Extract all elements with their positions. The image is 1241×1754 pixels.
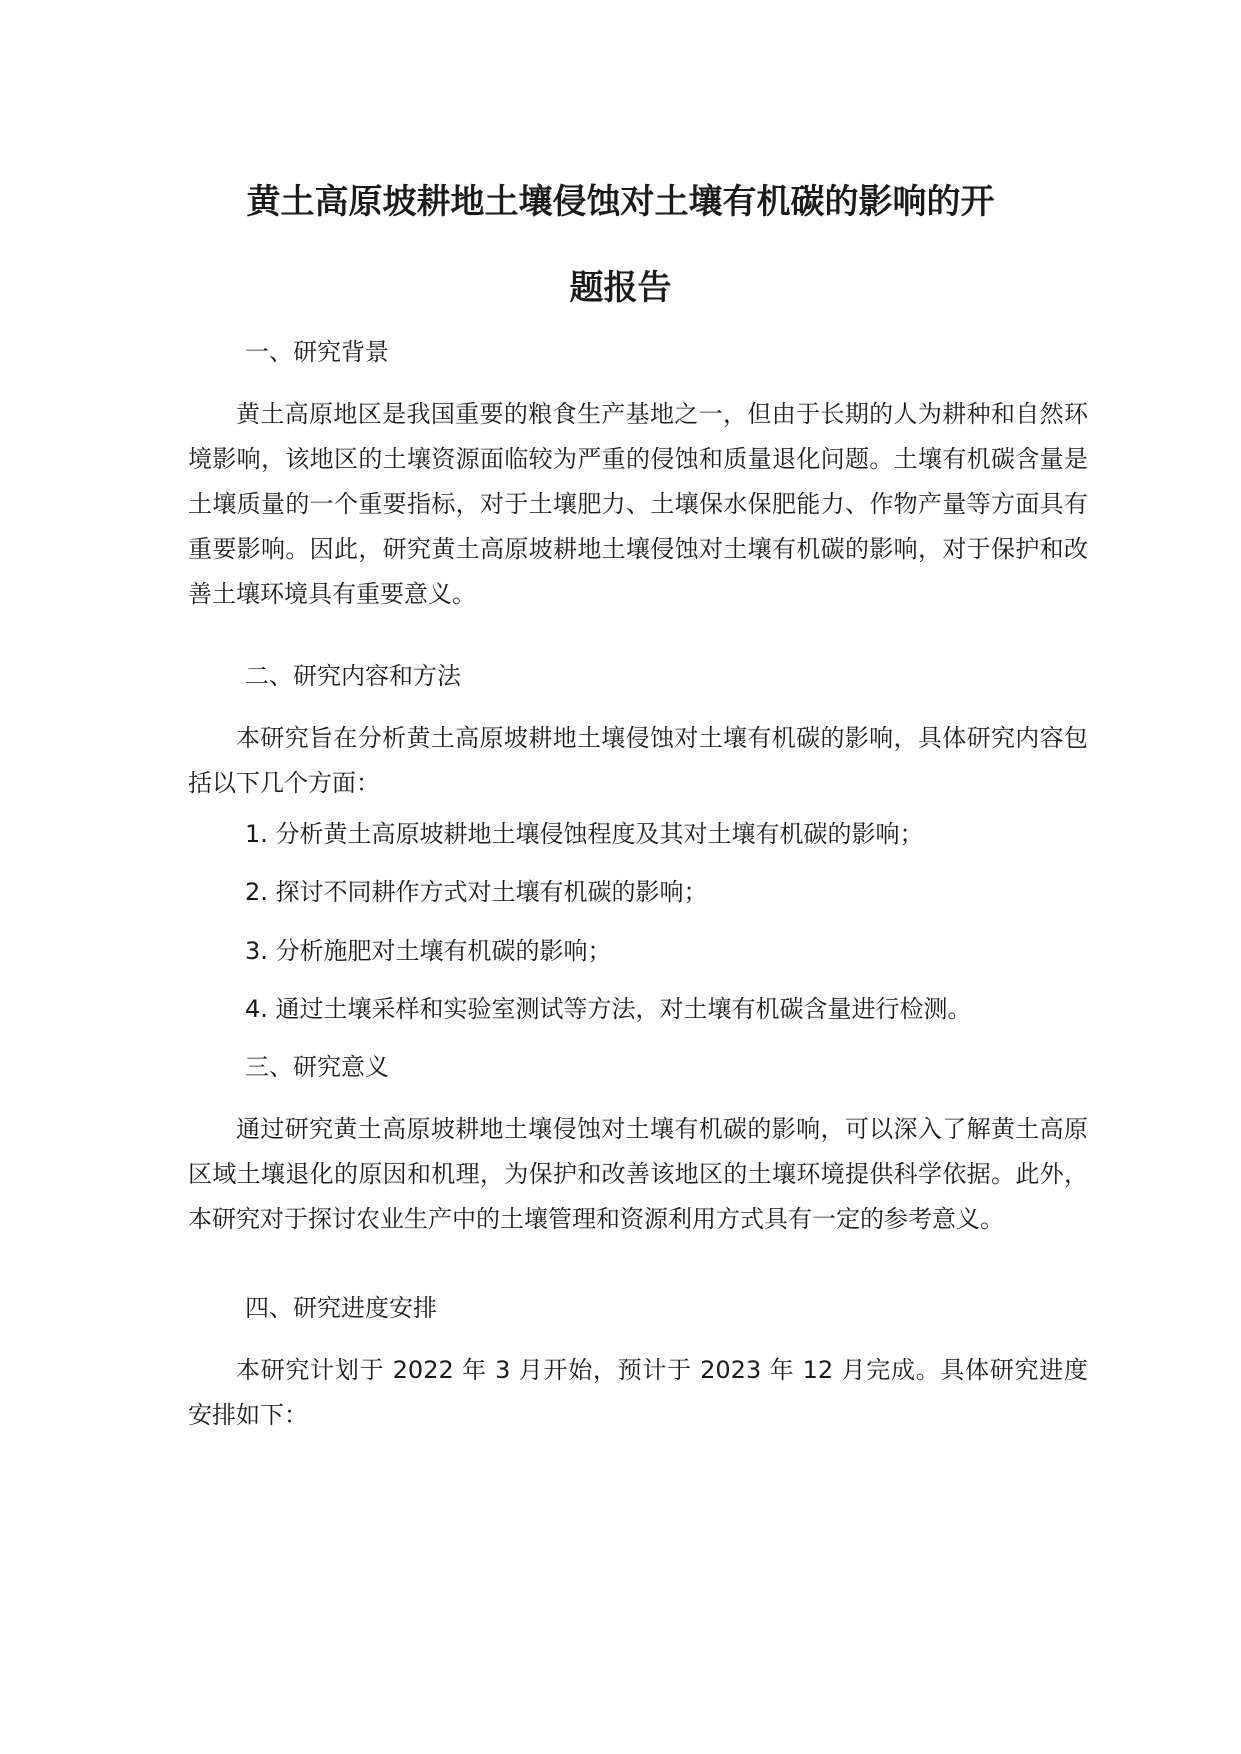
section-heading-background: 一、研究背景 — [245, 338, 389, 366]
document-title-line2: 题报告 — [569, 268, 672, 308]
paragraph-background: 黄土高原地区是我国重要的粮食生产基地之一，但由于长期的人为耕种和自然环境影响，该地区的土壤资源面临较为严重的侵蚀和质量退化问题。土壤有机碳含量是土壤质量的一个重要指标，对于土壤肥力、土壤保水保肥能力、作物产量等方面具有重要影响。因此，研究黄土高原坡耕地土壤侵蚀对土壤有机碳的影响，对于保护和改善土壤环境具有重要意义。 — [188, 400, 1088, 608]
list-item-4: 4. 通过土壤采样和实验室测试等方法，对土壤有机碳含量进行检测。 — [245, 995, 972, 1023]
section-heading-content-methods: 二、研究内容和方法 — [245, 662, 461, 690]
paragraph-significance: 通过研究黄土高原坡耕地土壤侵蚀对土壤有机碳的影响，可以深入了解黄土高原区域土壤退化的原因和机理，为保护和改善该地区的土壤环境提供科学依据。此外，本研究对于探讨农业生产中的土壤管理和资源利用方式具有一定的参考意义。 — [188, 1115, 1088, 1233]
section-heading-schedule: 四、研究进度安排 — [245, 1294, 437, 1322]
section-heading-significance: 三、研究意义 — [245, 1053, 389, 1081]
paragraph-content-methods: 本研究旨在分析黄土高原坡耕地土壤侵蚀对土壤有机碳的影响，具体研究内容包括以下几个方面： — [188, 724, 1088, 797]
document-title-line1: 黄土高原坡耕地土壤侵蚀对土壤有机碳的影响的开 — [246, 182, 995, 222]
list-item-2: 2. 探讨不同耕作方式对土壤有机碳的影响； — [245, 878, 708, 906]
list-item-1: 1. 分析黄土高原坡耕地土壤侵蚀程度及其对土壤有机碳的影响； — [245, 820, 924, 848]
paragraph-schedule: 本研究计划于 2022 年 3 月开始，预计于 2023 年 12 月完成。具体研究进度安排如下： — [188, 1356, 1088, 1429]
list-item-3: 3. 分析施肥对土壤有机碳的影响； — [245, 937, 612, 965]
